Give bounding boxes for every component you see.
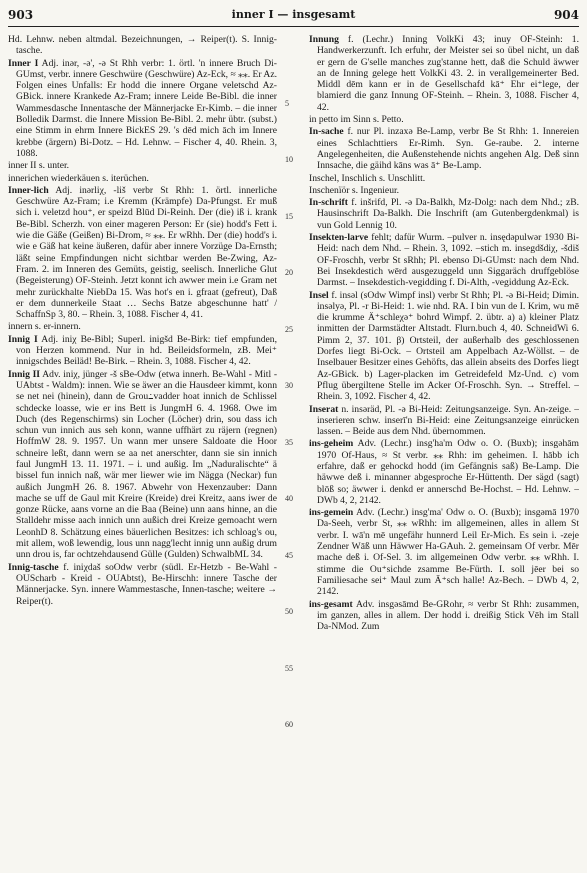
line-number: 20 xyxy=(285,268,293,277)
dictionary-entry xyxy=(309,34,579,113)
entry-body: inner II s. unter. xyxy=(8,160,70,172)
line-number: 40 xyxy=(285,494,293,503)
entry-headword: Insel xyxy=(309,289,329,301)
dictionary-entry xyxy=(8,160,277,171)
dictionary-entry xyxy=(309,290,579,403)
entry-body: Adv. insgəsāmd Be-GRohr, ≈ verbr St Rhh: zusammen, im ganzen, alles in allem. Der hodd i. dreißig Stick Vēh im Stall Da-NMod. Zum xyxy=(317,598,579,633)
entry-body: Adj. iniχ Be-Bibl; Superl. inigšd Be-Birk: tief empfunden, von Herzen kommend. Nur in hd. Beileidsformeln, zB. Mei⁺ innigschdes Beiläd! Be-Birk. – Rhein. 3, 1088. Fischer 4, 42. xyxy=(16,333,277,368)
dictionary-entry xyxy=(8,321,277,332)
entry-headword: Innung xyxy=(309,34,339,45)
dictionary-entry xyxy=(309,599,579,633)
line-number: 10 xyxy=(285,155,293,164)
entry-body: Adj. inər, -ə', -ə St Rhh verbr: 1. örtl. 'n innere Bruch Di-GUmst, verbr. innere Geschwüre (Geschwüre) Az-Eck, ≈ ⁎⁎. Er Az. Folgen eines Unfalls: Er hodd die innere Organe veletschd Az-GBick. innere Krankede Az-Fram; innere Leide Be-Bibl. die inner Wammesdasche Innentasche der Männerjacke Er-Kimb. – die inner Bolledik Darmst. die Innere Mission Be-Bibl. 2. mehr übtr. (subst.) eine Stimm in ehrm Innere BickES 29. 's dēd mich āch im Innere krebbe (ärgern) Bi-Dotz. – Hd. Lehnw. – Fischer 4, 40. Rhein. 3, 1088. xyxy=(16,57,277,159)
entry-headword: Innig I xyxy=(8,333,38,345)
entry-headword: ins-gesamt xyxy=(309,598,353,610)
right-column xyxy=(309,34,579,866)
left-column xyxy=(8,34,277,866)
dictionary-entry xyxy=(309,114,579,125)
entry-body: Inschel, Inschlich s. Unschlitt. xyxy=(309,172,426,184)
entry-body: f. insəl (sOdw Wimpf insl) verbr St Rhh; Pl. -ə Bi-Heid; Dimin. insəlyə, Pl. -r Bi-Heid: 1. wie nhd. RA. I bin vun de I. Krim, wu mē die krumme Ä⁺schleχə⁺ bohrd Wimpf. 2. übtr. a) a) kleiner Platz inmitten der Darmstädter Altstadt. Flurn.buch 4, 40. SchneidWi 6. Pimm 2, 37. 101. β) Ortsteil, der außerhalb des geschlossenen Dorfes liegt Bi-Ock. – Ortsteil am Appelbach Az-Wöllst. – de Inselbauer Besitzer eines Gehöfts, das allein abseits des Dorfes liegt Az-GBick. b) Lager-placken im Getreidefeld Mz-Und. c) vom Pflug übergiltene Stelle im Acker Of-Froschh. Syn. → Streffel. – Rhein. 3, 1092. Fischer 4, 42. xyxy=(317,289,579,403)
entry-headword: In-sache xyxy=(309,126,344,138)
dictionary-entry xyxy=(309,197,579,231)
entry-body: f. iniχdaš soOdw verbr (südl. Er-Hetzb - Be-Wahl - OUScharb - Kreid - OUAbtst), Be-Hirschh: innere Tasche der Männerjacke. Syn. innere Wammestasche, Innen-tasche; weitere → Reiper(t). xyxy=(16,561,277,607)
entry-body: Adv. iniχ, jünger -š sBe-Odw (etwa innerh. Be-Wahl - Mitl - UAbtst - Waldm): innen. Wie se äwer an die Hausdeer kimmt, konn se net nei (hinein), dann de Grou߸vadder hoat innich de Schlissel schdecke loasse, wie er ins Bett is JungmH 6. 4. 1968. Owe im Duch (des Regenschirms) sin Locher (Löcher) drin, sou dass ich schun vun innich aus seh konn, wanne uffhärt zu räjern (regnen) HoffmW 28. 9. 1957. Un wann mer unsere Saldoate die Hoor schneire leßt, dann wern se aa net anerschter, dann sie sin innich faul JungmH 13. 11. 1971. – i. und außig. Im „Naduralischte“ ä bissel fun innich naß, wär mer liewer wie im Nägga (Neckar) fun außich JungmH 26. 8. 1967. Abwehr von Hexenzauber: Dann mache se uff de Gaul mit Kreire (Kreide) drei Kreitz, aans iwer de gonze Rücke, aans vorne an die Baa (Beine) unn aans hinne, an die Stalldehr misse aach innich unn außich drei Kreize gemoacht wern LeonhD 8. Schätzung eines bäuerlichen Besitzes: ich schloag's ou, mit allem, woß lewendig, lous unn nagg'lecht innig unn außig drum unn drou is, far ochtzehdausend Gülle (Gulden) SchwalbML 34. xyxy=(16,368,277,561)
entry-headword: Inner-lich xyxy=(8,184,49,196)
entry-headword: Innig II xyxy=(8,368,41,380)
page-header xyxy=(8,6,579,27)
entry-headword: Insekten-larve xyxy=(309,232,369,244)
line-number: 55 xyxy=(285,663,293,673)
entry-headword: In-schrift xyxy=(309,197,348,209)
entry-body: Inschenïör s. Ingenieur. xyxy=(309,184,400,196)
dictionary-entry xyxy=(8,369,277,561)
line-number: 35 xyxy=(285,437,293,447)
dictionary-entry xyxy=(8,58,277,160)
entry-headword: Inner I xyxy=(8,57,39,69)
entry-body: innerichen wiederkäuen s. iterüchen. xyxy=(8,172,149,184)
entry-body: Adv. (Lechr.) insg'ha'm Odw o. O. (Buxb); insgəhām 1970 Of-Haus, ≈ St verbr. ⁎⁎ Rhh: im geheimen. I. hābb ich erfahre, daß er gehockd hodd (im Gefängnis saß) Be-Lamp. Die häwwe deß i. minanner abgesproche Er-Hüttenth. Der sägd (sagt) blōß so; äwwer i. denkd er annerschd Be-Hochst. – Hd. Lehnw. – DWb 4, 2, 2142. xyxy=(317,438,579,506)
entry-body: fehlt; dafür Wurm. –pulver n. insędəpulwər 1930 Bi-Heid: nach dem Nhd. – Rhein. 3, 1092. –stich m. insegdšdiχ, -šdiš OF-Froschh, verbr St sRhh; Pl. ebenso Di-GUmst: nach dem Nhd. Bei Insekdestich wērd ausgezuggeld unn Siggaräch druffgeblöse Darmst. – Insekdestich-vegidding f. Di-Alth, -vegiddung Az-Eck. xyxy=(317,232,579,289)
line-number: 30 xyxy=(285,381,293,390)
entry-body: f. (Lechr.) Inning VolkKi 43; inuy OF-Steinh: 1. Handwerkerzunft. Ich erfuhr, der Meister sei so übel nicht, un daß er gern de G'selle manches zug'stanne hett, daß die Schuld äwwer an de Inning gelege hett VolkKi 43. 2. in verallgemeinerter Bed. Middl dēm kann er in de Gesellschafd kā⁺ Ehr ei⁺lege, der blamierd die ganz Innung OF-Steinh. – Rhein. 3, 1088. Fischer 4, 42. xyxy=(317,34,579,113)
line-number: 25 xyxy=(285,324,293,334)
line-number: 15 xyxy=(285,211,293,221)
page-number-left: 903 xyxy=(8,8,34,22)
line-number: 45 xyxy=(285,550,293,560)
line-number: 50 xyxy=(285,607,293,616)
dictionary-entry xyxy=(8,173,277,184)
entry-body: n. insəräd, Pl. -ə Bi-Heid: Zeitungsanzeige. Syn. An-zeige. – inserieren schw. inserī'n Bi-Heid: eine Zeitungsanzeige einrücken lassen. – Beide aus dem Nhd. übernommen. xyxy=(317,403,579,438)
dictionary-entry xyxy=(309,404,579,438)
entry-headword: ins-gemein xyxy=(309,507,354,519)
dictionary-entry xyxy=(8,562,277,607)
entry-headword: ins-geheim xyxy=(309,438,354,450)
dictionary-entry xyxy=(309,438,579,506)
dictionary-entry xyxy=(8,334,277,368)
entry-headword: Innig-tasche xyxy=(8,561,59,573)
entry-headword: Inserat xyxy=(309,403,339,415)
line-number: 60 xyxy=(285,720,293,729)
entry-body: f. inšrifd, Pl. -ə Da-Balkh, Mz-Dolg: nach dem Nhd.; zB. Hausinschrift Da-Balkh. Die Inschrift (am Gutenbergdenkmal) is vun Gold Lennig 10. xyxy=(317,197,579,231)
line-number-gutter xyxy=(281,34,305,866)
dictionary-entry xyxy=(309,507,579,597)
dictionary-entry xyxy=(8,185,277,321)
entry-body: in petto im Sinn s. Petto. xyxy=(309,114,404,126)
line-number: 5 xyxy=(285,98,289,108)
dictionary-entry xyxy=(309,173,579,184)
dictionary-entry xyxy=(309,232,579,288)
page-number-right: 904 xyxy=(553,8,579,22)
dictionary-entry xyxy=(8,34,277,57)
entry-body: Hd. Lehnw. neben altmdal. Bezeichnungen, → Reiper(t). S. Innig-tasche. xyxy=(8,34,277,57)
entry-body: Adv. (Lechr.) insg'ma' Odw o. O. (Buxb); insgəmā 1970 Da-Seeh, verbr St, ⁎⁎ wRhh: im allgemeinen, alles in allem St verbr. I. wā'n mē ungefähr hunnerd Leil Er-Mich. Es sein i. -zeje Zendner Wāß unn Häwwer Ha-GAuh. 2. gemeinsam Of verbr. Mēr mache deß i. Of-Sel. 3. im allgemeinen Odw verbr. ⁎⁎ wRhh. I. stimme die Ou⁺sichde zsamme Be-Fürth. I. soll jēer bei so Familiesache sei⁺ Maul zum Ā⁺sch halle! Az-Bech. – DWb 4, 2, 2142. xyxy=(317,507,579,598)
dictionary-entry xyxy=(309,126,579,171)
dictionary-entry xyxy=(309,185,579,196)
entry-body: innern s. er-innern. xyxy=(8,321,81,333)
entry-body: Adj. inərliχ, -liš verbr St Rhh: 1. örtl. innerliche Geschwüre Az-Fram; i.e Kremm (Krämpfe) Da-Pfungst. Er muß sich i. veletzd hou⁺, er speizd Blūd Di-Reinh. Der (die) iß i. krank Be-Bibl. Scherzh. von einer mageren Person: Er (sie) hodd's Fett i. wie die Gäße (Geißen) Bi-Drom, ≈ ⁎⁎. Er wRhh. Der (die) hodd's i. wie e Gäß hat keine äußeren, dafür aber innere Vorzüge Da-Ernsth; läßt seine Empfindungen nicht sichtbar werden Be-Zwing, Az-Fram. 2. im Inneren des Gemüts, geistig, seelisch. Innerliche Glut (Begeisterung) OF-Steinh. Jetzt konnt ich awwer mein i.e Gram net mehr zurückhalte NiebDa 15. Was hot's en i. gfraat (gefreut), Daß er dem dunnerkeile Staat … Sechs Batze abgeschunne hatt' / SchaffnSp 3, 80. – Rhein. 3, 1088. Fischer 4, 41. xyxy=(16,184,277,321)
entry-body: f. nur Pl. inzaxə Be-Lamp, verbr Be St Rhh: 1. Innereien eines Schlachttiers Er-Rimh. Syn. Ge-raube. 2. interne Angelegenheiten, die Außenstehende nichts angehen Alg. Deß sinn Innsache, die gäihd kāns was ā⁺ Be-Lamp. xyxy=(317,126,579,172)
running-title: inner I — insgesamt xyxy=(231,8,356,21)
